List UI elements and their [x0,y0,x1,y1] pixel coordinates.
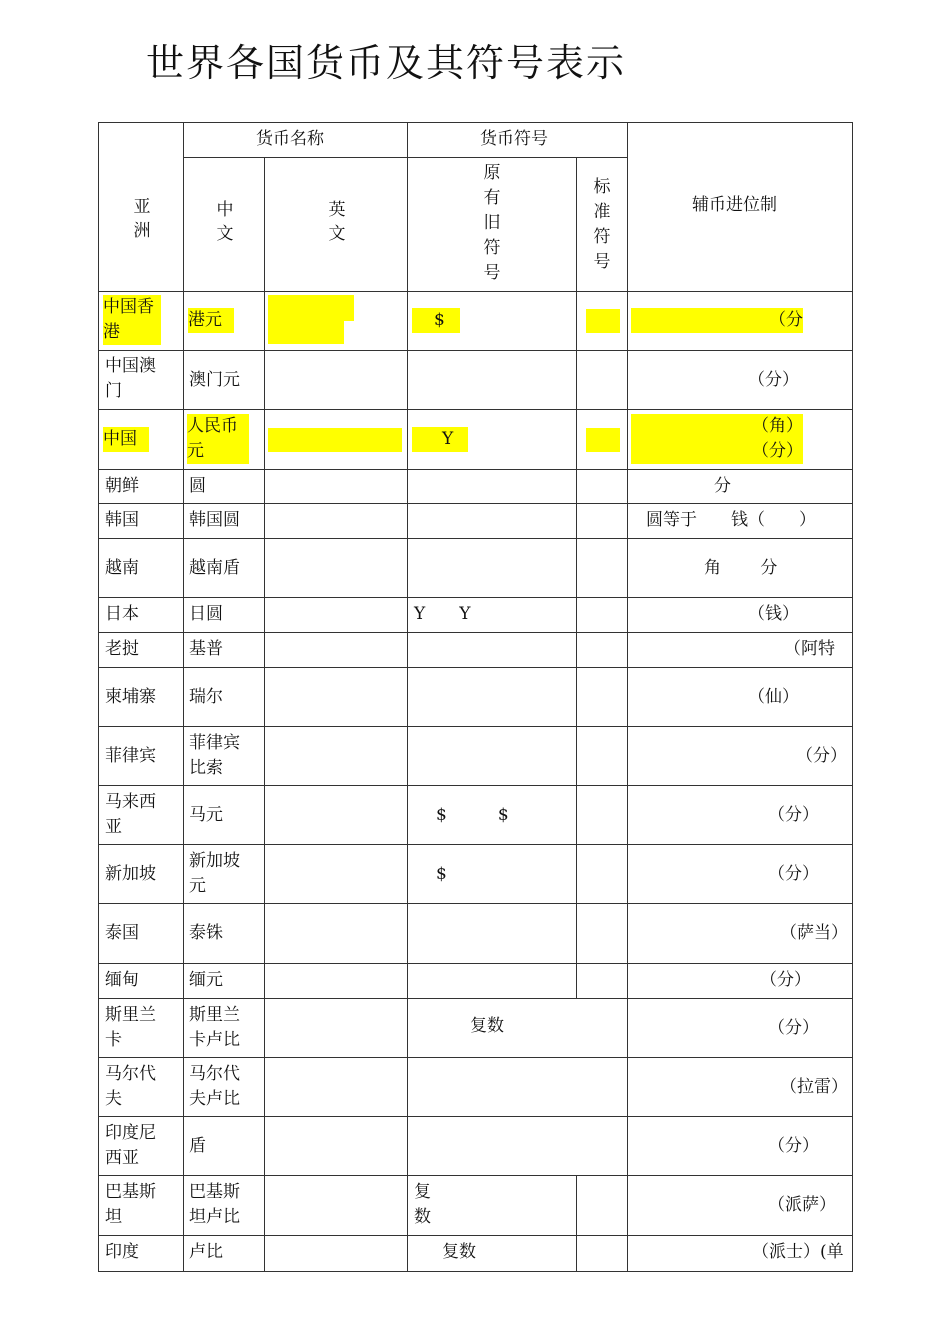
old-symbol-cell [407,1175,577,1236]
subunit-label: （派士）(单 [752,1242,844,1262]
country-label: 印度 [105,1242,139,1262]
header-std-symbol: 标准符号 [593,177,611,272]
std-symbol-cell [576,597,628,633]
subunit-label: 角 分 [704,558,778,578]
zh-name-cell [183,1235,265,1272]
old-symbol-label: Y [412,427,468,452]
std-symbol-cell [576,538,628,598]
en-name-cell [264,726,408,786]
subunit-label: （仙） [748,687,799,707]
old-symbol-label: $ [412,308,460,333]
country-cell [98,538,184,598]
highlight-block [586,428,620,452]
en-name-cell [264,350,408,410]
country-label: 斯里兰卡 [105,1005,156,1050]
subunit-cell [627,538,853,598]
country-label: 马尔代夫 [105,1064,156,1109]
country-label: 老挝 [105,639,139,659]
subunit-cell [627,785,853,845]
old-symbol-cell [407,291,577,351]
zh-name-label: 马尔代夫卢比 [189,1064,240,1109]
header-currency-symbol: 货币符号 [480,129,548,149]
subunit-cell [627,469,853,504]
subunit-cell [627,844,853,904]
old-symbol-cell [407,597,577,633]
zh-name-cell [183,667,265,727]
page-title: 世界各国货币及其符号表示 [146,41,627,85]
header-region: 亚洲 [133,197,151,241]
subunit-label: （分） [768,1018,819,1038]
country-cell [98,291,184,351]
old-symbol-cell [407,409,577,470]
header-currency-name-cell [183,122,408,158]
header-subunit: 辅币进位制 [692,195,777,215]
std-symbol-cell [576,844,628,904]
old-symbol-cell [407,632,577,668]
zh-name-label: 斯里兰卡卢比 [189,1005,240,1050]
highlight-block [268,320,344,344]
en-name-cell [264,409,408,470]
zh-name-label: 泰铢 [189,923,223,943]
std-symbol-cell [576,963,628,999]
old-symbol-cell [407,667,577,727]
std-symbol-cell [576,726,628,786]
std-symbol-cell [576,503,628,539]
country-label: 菲律宾 [105,746,156,766]
country-cell [98,632,184,668]
std-symbol-cell [576,291,628,351]
zh-name-cell [183,998,265,1058]
zh-name-cell [183,597,265,633]
zh-name-label: 缅元 [189,970,223,990]
old-symbol-label: $ [436,864,447,884]
zh-name-label: 澳门元 [189,370,240,390]
std-symbol-cell [576,632,628,668]
zh-name-cell [183,503,265,539]
country-label: 中国澳门 [105,356,156,401]
std-symbol-cell [576,469,628,504]
old-symbol-cell [407,538,577,598]
subunit-cell [627,597,853,633]
old-symbol-label: 复 数 [414,1182,431,1227]
country-label: 印度尼西亚 [105,1123,156,1168]
header-currency-name: 货币名称 [256,129,324,149]
subunit-cell [627,632,853,668]
en-name-cell [264,963,408,999]
en-name-cell [264,1235,408,1272]
zh-name-label: 越南盾 [189,558,240,578]
zh-name-cell [183,785,265,845]
subunit-label: （分） [760,970,811,990]
country-label: 韩国 [105,510,139,530]
subunit-label: （分） [796,746,847,766]
zh-name-label: 日圆 [189,604,223,624]
old-symbol-cell [407,963,577,999]
zh-name-cell [183,291,265,351]
country-label: 越南 [105,558,139,578]
zh-name-label: 人民币元 [187,414,249,464]
country-cell [98,469,184,504]
subunit-label: （钱） [748,604,799,624]
subunit-label: 圆等于 钱（ ） [646,510,816,530]
subunit-cell [627,903,853,964]
old-symbol-label: Y Y [414,604,471,624]
zh-name-label: 新加坡元 [189,851,240,896]
zh-name-label: 马元 [189,805,223,825]
en-name-cell [264,632,408,668]
country-label: 中国 [103,427,149,452]
zh-name-cell [183,963,265,999]
zh-name-label: 韩国圆 [189,510,240,530]
country-cell [98,667,184,727]
old-symbol-cell [407,844,577,904]
subunit-label: （分） [768,1136,819,1156]
highlight-block [268,428,402,452]
en-name-cell [264,503,408,539]
header-currency-symbol-cell [407,122,628,158]
country-label: 柬埔寨 [105,687,156,707]
subunit-cell [627,1175,853,1236]
subunit-label: （分） [768,864,819,884]
old-symbol-cell [407,903,577,964]
header-old-symbol: 原有旧符号 [483,163,501,283]
highlight-block [586,309,620,333]
zh-name-cell [183,538,265,598]
zh-name-cell [183,1057,265,1117]
en-name-cell [264,469,408,504]
subunit-cell [627,998,853,1058]
country-cell [98,503,184,539]
header-old-symbol-cell [407,157,577,292]
header-region-cell [98,122,184,292]
country-label: 中国香港 [103,295,161,345]
country-cell [98,998,184,1058]
en-name-cell [264,538,408,598]
country-label: 泰国 [105,923,139,943]
header-zh: 中文 [216,200,234,244]
currency-table [98,122,853,1272]
old-symbol-cell [407,1235,577,1272]
std-symbol-cell [576,350,628,410]
zh-name-label: 基普 [189,639,223,659]
country-cell [98,963,184,999]
subunit-cell [627,291,853,351]
old-symbol-cell [407,998,628,1058]
header-zh-cell [183,157,265,292]
country-cell [98,350,184,410]
country-cell [98,597,184,633]
en-name-cell [264,667,408,727]
std-symbol-cell [576,785,628,845]
en-name-cell [264,1116,408,1176]
country-label: 缅甸 [105,970,139,990]
en-name-cell [264,291,408,351]
subunit-cell [627,667,853,727]
subunit-label: （分） [768,805,819,825]
en-name-cell [264,844,408,904]
header-subunit-cell [627,122,853,292]
old-symbol-cell [407,1116,628,1176]
old-symbol-cell [407,503,577,539]
zh-name-label: 瑞尔 [189,687,223,707]
std-symbol-cell [576,1235,628,1272]
zh-name-label: 菲律宾比索 [189,733,240,778]
old-symbol-cell [407,726,577,786]
subunit-label: 分 [714,476,731,496]
zh-name-label: 港元 [188,308,234,333]
country-cell [98,1175,184,1236]
subunit-cell [627,1116,853,1176]
subunit-label: （分 [631,308,803,333]
std-symbol-cell [576,903,628,964]
country-cell [98,844,184,904]
std-symbol-cell [576,1175,628,1236]
subunit-cell [627,1235,853,1272]
header-en-cell [264,157,408,292]
country-cell [98,785,184,845]
std-symbol-cell [576,409,628,470]
highlight-block [268,295,354,321]
zh-name-label: 圆 [189,476,206,496]
old-symbol-label: 复数 [470,1016,504,1036]
zh-name-cell [183,350,265,410]
country-label: 日本 [105,604,139,624]
zh-name-cell [183,726,265,786]
country-cell [98,903,184,964]
old-symbol-cell [407,785,577,845]
en-name-cell [264,1057,408,1117]
subunit-cell [627,350,853,410]
old-symbol-cell [407,1057,628,1117]
country-label: 新加坡 [105,864,156,884]
zh-name-cell [183,1175,265,1236]
subunit-label: （萨当） [780,923,848,943]
subunit-cell [627,409,853,470]
header-std-symbol-cell [576,157,628,292]
zh-name-label: 卢比 [189,1242,223,1262]
zh-name-cell [183,409,265,470]
subunit-cell [627,503,853,539]
country-cell [98,1235,184,1272]
en-name-cell [264,903,408,964]
country-cell [98,1116,184,1176]
en-name-cell [264,597,408,633]
subunit-label: （阿特 [784,639,835,659]
country-label: 巴基斯坦 [105,1182,156,1227]
subunit-label: （分） [748,370,799,390]
country-cell [98,409,184,470]
subunit-label: （拉雷） [780,1077,848,1097]
country-label: 马来西亚 [105,792,156,837]
zh-name-cell [183,469,265,504]
country-cell [98,1057,184,1117]
en-name-cell [264,1175,408,1236]
header-en: 英文 [328,200,346,244]
zh-name-label: 盾 [189,1136,206,1156]
subunit-cell [627,963,853,999]
country-cell [98,726,184,786]
zh-name-cell [183,903,265,964]
subunit-label: （派萨） [768,1195,836,1215]
en-name-cell [264,785,408,845]
subunit-label: （角） （分） [631,414,803,464]
country-label: 朝鲜 [105,476,139,496]
subunit-cell [627,1057,853,1117]
zh-name-label: 巴基斯坦卢比 [189,1182,240,1227]
en-name-cell [264,998,408,1058]
zh-name-cell [183,1116,265,1176]
zh-name-cell [183,844,265,904]
subunit-cell [627,726,853,786]
old-symbol-cell [407,350,577,410]
old-symbol-label: 复数 [442,1242,476,1262]
old-symbol-cell [407,469,577,504]
std-symbol-cell [576,667,628,727]
zh-name-cell [183,632,265,668]
old-symbol-label: $ $ [436,805,509,825]
